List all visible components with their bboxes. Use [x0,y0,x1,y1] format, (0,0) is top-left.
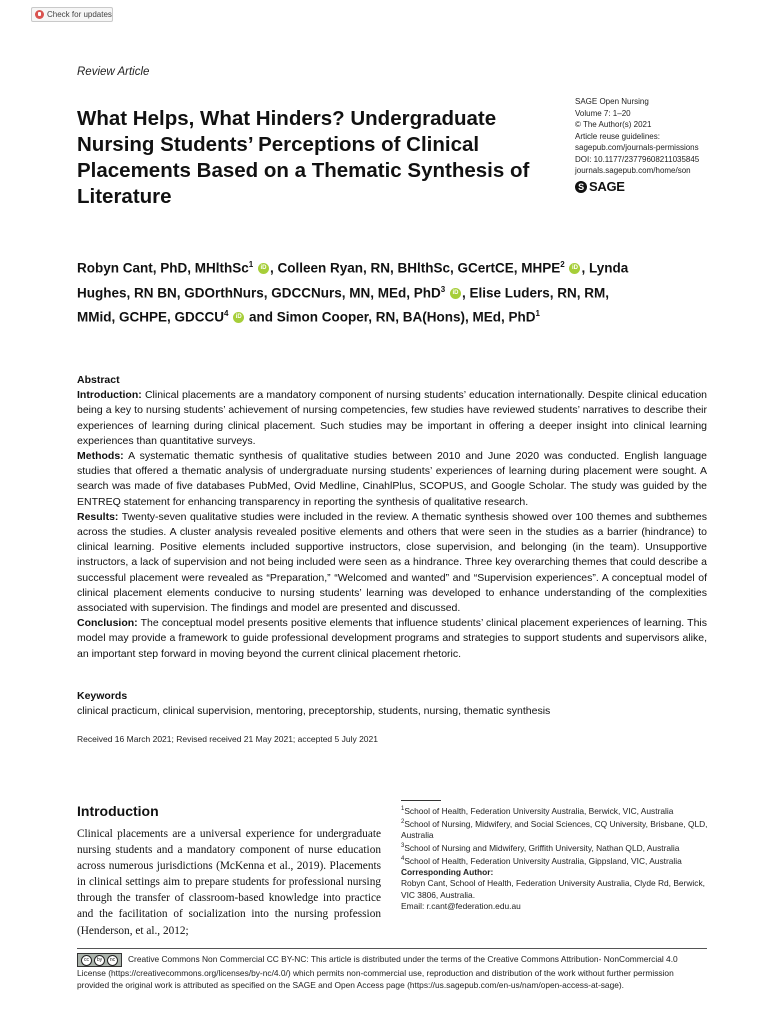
author-ryan: , Colleen Ryan, RN, BHlthSc, GCertCE, MHPE [269,260,561,276]
received-dates: Received 16 March 2021; Revised received 21 May 2021; accepted 5 July 2021 [77,734,378,744]
doi[interactable]: DOI: 10.1177/23779608211035845 [575,154,700,164]
abstract-conclusion-text: The conceptual model presents positive elements that influence students’ clinical placement experiences of learning. This model may provide a framework to guide professional development programs and strategies to support students and supervisors alike, an important step forward in moving beyond the current clinical placement rhetoric. [77,617,707,660]
affiliation-text: School of Nursing, Midwifery, and Social Sciences, CQ University, Brisbane, QLD, Australia [401,818,708,840]
author-hughes: , Lynda Hughes, RN BN, GDOrthNurs, GDCCNurs, MN, MEd, PhD [77,260,629,300]
affiliation-number: 4 [401,856,405,863]
license-line-2: NonCommercial 4.0 License (https://creativecommons.org/licenses/by-nc/4.0/) which permits non-commercial use, reproduction and distribution of the work without further permission provided the original work is attributed as specified on the SAGE and Open Access page (https://us.sagepub.com/en-us/nam/open-access-at-sage). [77,954,678,990]
journal-name: SAGE Open Nursing [575,97,649,106]
abstract-conclusion [77,616,707,662]
journal-home-link[interactable]: journals.sagepub.com/home/son [575,166,691,175]
reuse-link[interactable]: sagepub.com/journals-permissions [575,143,699,152]
keywords [77,689,707,719]
affil-ref: 3 [440,284,446,294]
abstract-introduction [77,388,707,449]
abstract [77,373,707,662]
affiliation-number: 3 [401,843,405,850]
license-line-1: Creative Commons Non Commercial CC BY-NC: This article is distributed under the terms of the Creative Commons Attribution- [128,954,602,965]
reuse-guidelines: Article reuse guidelines: [575,131,660,141]
affiliation-text: School of Health, Federation University Australia, Gippsland, VIC, Australia [404,856,682,866]
abstract-results-label: Results: [77,510,119,523]
license-divider [77,948,707,949]
abstract-results [77,510,707,616]
affiliations [401,800,711,912]
copyright: © The Author(s) 2021 [575,120,652,129]
check-updates-icon [35,10,44,19]
keywords-heading: Keywords [77,690,128,702]
orcid-icon[interactable]: iD [450,288,461,299]
affil-ref: 2 [560,260,565,269]
affiliation-item [401,841,711,854]
affiliation-item [401,804,711,817]
author-luders: , Elise Luders, RN, RM, MMid, GCHPE, GDCCU [77,285,610,325]
affiliations-rule [401,800,441,801]
orcid-icon[interactable]: iD [233,312,244,323]
affiliation-number: 1 [401,806,405,812]
cc-icon: cc [81,955,92,966]
introduction-heading: Introduction [77,803,159,819]
corresponding-email[interactable]: Email: r.cant@federation.edu.au [401,900,521,911]
abstract-conclusion-label: Conclusion: [77,617,138,630]
abstract-methods-text: A systematic thematic synthesis of qualitative studies between 2010 and June 2020 was conducted. English language studies that offered a thematic analysis of undergraduate nursing students’ experiences of learning during placement were sought. A search was made of five databases PubMed, Ovid Medline, CinahlPlus, SCOPUS, and Google Scholar. The study was guided by the ENTREQ statement for enhancing transparency in reporting the synthesis of qualitative research. [77,450,707,508]
orcid-icon[interactable]: iD [569,263,580,274]
affiliation-item [401,854,711,867]
abstract-heading: Abstract [77,374,120,386]
article-title: What Helps, What Hinders? Undergraduate Nursing Students’ Perceptions of Clinical Placements Based on a Thematic Synthesis of Literature [77,107,530,208]
affiliation-text: School of Nursing and Midwifery, Griffith University, Nathan QLD, Australia [404,843,680,853]
check-updates-label: Check for updates [47,10,112,19]
abstract-methods [77,449,707,510]
affiliation-text: School of Health, Federation University Australia, Berwick, VIC, Australia [404,805,674,816]
abstract-methods-label: Methods: [77,450,124,463]
sage-logo [575,179,625,194]
sage-logo-text: SAGE [589,179,625,194]
abstract-results-text: Twenty-seven qualitative studies were included in the review. A thematic synthesis showed over 100 themes and subthemes across the studies. A cluster analysis revealed positive elements and others that were seen in the studies as a barrier (hindrance) to clinical learning. Positive elements included supportive instructors, close supervision, and belonging (in the team). Unsupportive instructors, a lack of supervision and not being included were seen as a hindrance. Three key overarching themes that could describe a successful placement were revealed as “Preparation,” “Welcomed and wanted” and “Supervision experiences”. A conceptual model of clinical placement elements conducive to nursing students’ learning was developed to enhance understanding of the complexities associated with supervision. The findings and model are presented and discussed. [77,510,707,615]
affiliation-number: 2 [401,819,405,825]
abstract-intro-label: Introduction: [77,389,142,402]
abstract-intro-text: Clinical placements are a mandatory component of nursing students’ education internationally. Despite clinical education being a key to nursing students’ achievement of nursing competencies, few studies have reviewed students’ narratives to describe their experiences of learning during clinical placement. Such studies may be important in offering a deeper insight into clinical learning experiences than quantitative surveys. [77,389,707,447]
cc-by-nc-badge-icon[interactable] [77,953,122,967]
nc-icon: nc [107,955,118,966]
corresponding-author-label: Corresponding Author: [401,867,494,878]
affil-ref: 1 [535,309,540,318]
author-cooper: and Simon Cooper, RN, BA(Hons), MEd, PhD [245,309,536,325]
introduction-text: Clinical placements are a universal experience for undergraduate nursing students and a mandatory component of nurse education across numerous jurisdictions (McKenna et al., 2019). Placements in clinical settings aim to prepare students for professional nursing through the transfer of classroom-based knowledge into practice and the facilitation of socialization into the nursing profession (Henderson, et al., 2012; [77,828,381,937]
author-list [77,254,637,328]
journal-volume: Volume 7: 1–20 [575,108,631,118]
journal-meta [575,96,755,177]
author-cant: Robyn Cant, PhD, MHlthSc [77,260,249,276]
article-type: Review Article [77,66,150,78]
orcid-icon[interactable]: iD [258,263,269,274]
affil-ref: 4 [224,309,229,318]
keywords-text: clinical practicum, clinical supervision, mentoring, preceptorship, students, nursing, thematic synthesis [77,705,551,717]
sage-mark-icon: S [575,181,587,193]
affil-ref: 1 [248,260,254,269]
license-notice [77,953,707,991]
corresponding-author-address: Robyn Cant, School of Health, Federation University Australia, Clyde Rd, Berwick, VIC 3806, Australia. [401,878,705,900]
check-for-updates-button[interactable] [31,7,113,22]
by-icon: by [94,955,105,966]
affiliation-item [401,817,711,841]
